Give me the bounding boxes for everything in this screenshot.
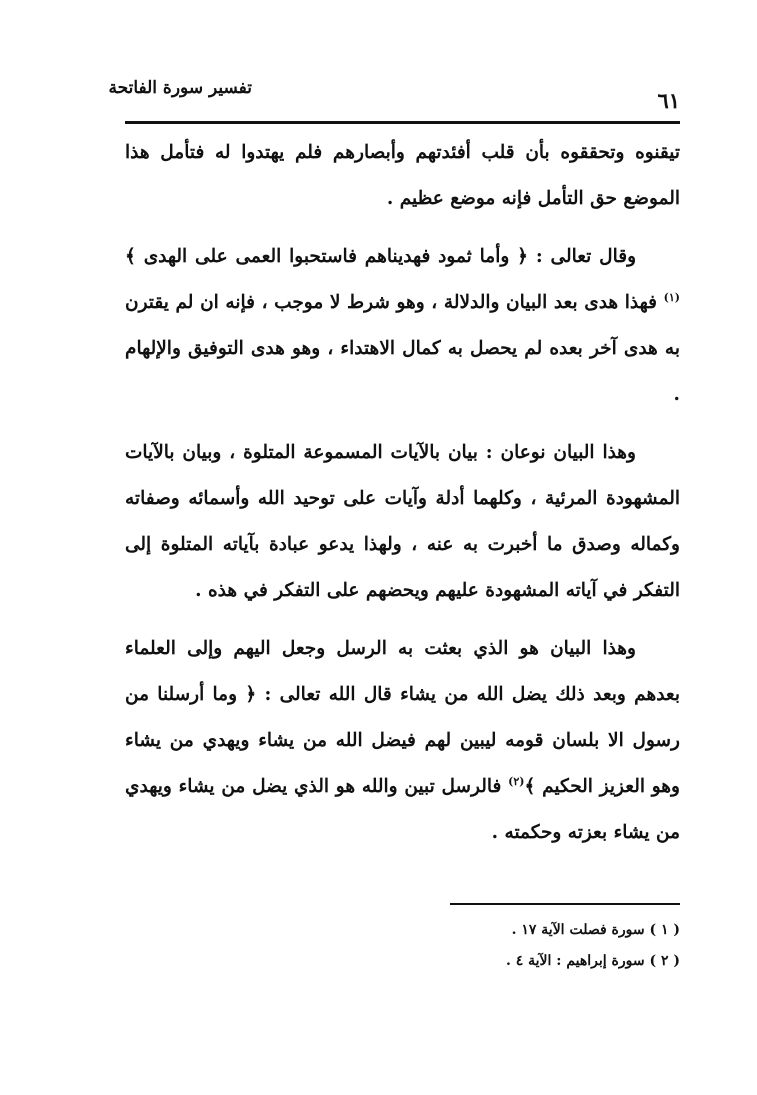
paragraph-text: وقال تعالى : ﴿ وأما ثمود فهديناهم فاستحبوا العمى على الهدى ﴾	[125, 246, 636, 267]
paragraph-text: فالرسل تبين والله هو الذي يضل من يشاء ويهدي من يشاء بعزته وحكمته .	[125, 776, 680, 843]
paragraph-text: فهذا هدى بعد البيان والدلالة ، وهو شرط لا موجب ، فإنه ان لم يقترن به هدى آخر بعده لم يحصل به كمال الاهتداء ، وهو هدى التوفيق والإلهام .	[125, 292, 680, 405]
footnote: ( ٢ ) سورة إبراهيم : الآية ٤ .	[505, 953, 680, 969]
running-title: تفسير سورة الفاتحة	[108, 78, 252, 98]
footnote-ref: (٢)	[508, 774, 525, 788]
paragraph-text: تيقنوه وتحققوه بأن قلب أفئدتهم وأبصارهم فلم يهتدوا له فتأمل هذا الموضع حق التأمل فإنه موضع عظيم .	[125, 142, 680, 209]
paragraph	[125, 626, 680, 856]
footnote-rule	[450, 903, 680, 905]
paragraph	[125, 430, 680, 614]
paragraph-text: وهذا البيان هو الذي بعثت به الرسل وجعل اليهم وإلى العلماء بعدهم وبعد ذلك يضل الله من يشاء قال الله تعالى : ﴿ وما أرسلنا من رسول الا بلسان قومه ليبين لهم فيضل الله من يشاء ويهدي من يشاء وهو العزيز الحكيم ﴾	[125, 638, 680, 797]
footnote-ref: (١)	[663, 290, 680, 304]
paragraph-text: وهذا البيان نوعان : بيان بالآيات المسموعة المتلوة ، وبيان بالآيات المشهودة المرئية ، وكلهما أدلة وآيات على توحيد الله وأسمائه وصفاته وكماله وصدق ما أخبرت به عنه ، ولهذا يدعو عبادة بآياته المتلوة إلى التفكر في آياته المشهودة عليهم ويحضهم على التفكر في هذه .	[125, 442, 680, 601]
footnotes	[380, 915, 680, 977]
paragraph	[125, 130, 680, 222]
paragraph	[125, 234, 680, 418]
page-number: ٦١	[657, 88, 680, 113]
footnote: ( ١ ) سورة فصلت الآية ١٧ .	[511, 922, 680, 938]
main-text	[125, 130, 680, 868]
header-rule	[125, 121, 680, 124]
running-header	[108, 74, 680, 120]
